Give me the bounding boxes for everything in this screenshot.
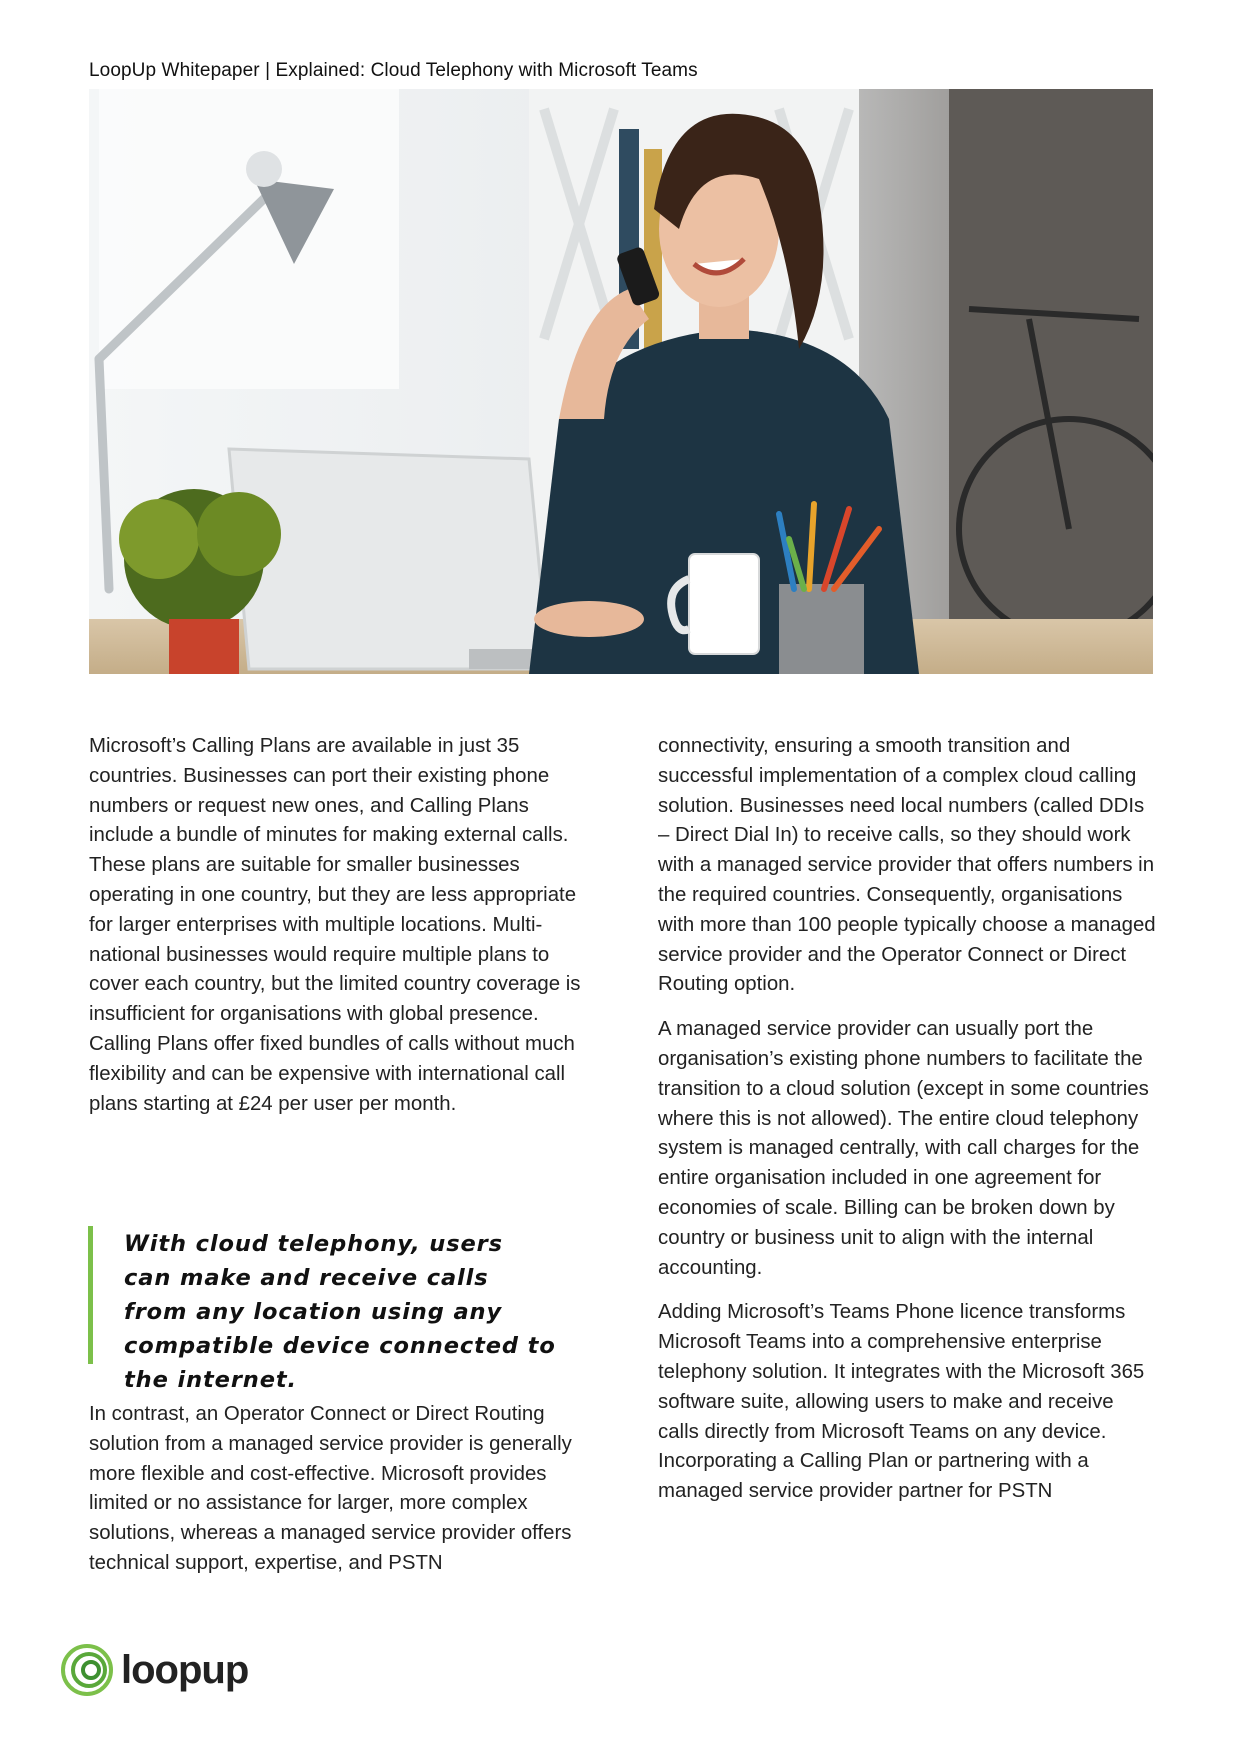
right-paragraph-3: Adding Microsoft’s Teams Phone licence transforms Microsoft Teams into a comprehensive enterprise telephony solution. It integrates with the Microsoft 365 software suite, allowing users to make and receive calls directly from Microsoft Teams on any device. Incorporating a Calling Plan or partnering with a managed service provider partner for PSTN bbox=[658, 1301, 1145, 1503]
right-paragraph-2: A managed service provider can usually port the organisation’s existing phone numbers to facilitate the transition to a cloud solution (except in some countries where this is not allowed). The entire cloud telephony system is managed centrally, with call charges for the entire organisation included in one agreement for economies of scale. Billing can be broken down by country or business unit to align with the internal accounting. bbox=[658, 1018, 1149, 1279]
right-column bbox=[658, 732, 1156, 1507]
pull-quote: With cloud telephony, users can make and receive calls from any location using any compatible device connected to the internet. bbox=[88, 1226, 558, 1364]
left-paragraph-1: Microsoft’s Calling Plans are available in just 35 countries. Businesses can port their existing phone numbers or request new ones, and Calling Plans include a bundle of minutes for making external calls. These plans are suitable for smaller businesses operating in one country, but they are less appropriate for larger enterprises with multiple locations. Multi-national businesses would require multiple plans to cover each country, but the limited country coverage is insufficient for organisations with global presence. Calling Plans offer fixed bundles of calls without much flexibility and can be expensive with international call plans starting at £24 per user per month. bbox=[89, 735, 581, 1115]
loopup-logo-text: loopup bbox=[121, 1647, 249, 1692]
left-column-continued bbox=[89, 1400, 589, 1579]
right-paragraph-1: connectivity, ensuring a smooth transition and successful implementation of a complex cloud calling solution. Businesses need local numbers (called DDIs – Direct Dial In) to receive calls, so they should work with a managed service provider that offers numbers in the required countries. Consequently, organisations with more than 100 people typically choose a managed service provider and the Operator Connect or Direct Routing option. bbox=[658, 735, 1156, 996]
office-woman-on-phone-illustration bbox=[89, 89, 1153, 674]
hero-photo bbox=[89, 89, 1153, 674]
left-paragraph-2: In contrast, an Operator Connect or Direct Routing solution from a managed service provider is generally more flexible and cost-effective. Microsoft provides limited or no assistance for larger, more complex solutions, whereas a managed service provider offers technical support, expertise, and PSTN bbox=[89, 1403, 572, 1574]
loopup-spiral-icon bbox=[59, 1642, 115, 1698]
page-header: LoopUp Whitepaper | Explained: Cloud Telephony with Microsoft Teams bbox=[89, 60, 698, 81]
left-column bbox=[89, 732, 589, 1119]
loopup-logo bbox=[59, 1642, 248, 1698]
